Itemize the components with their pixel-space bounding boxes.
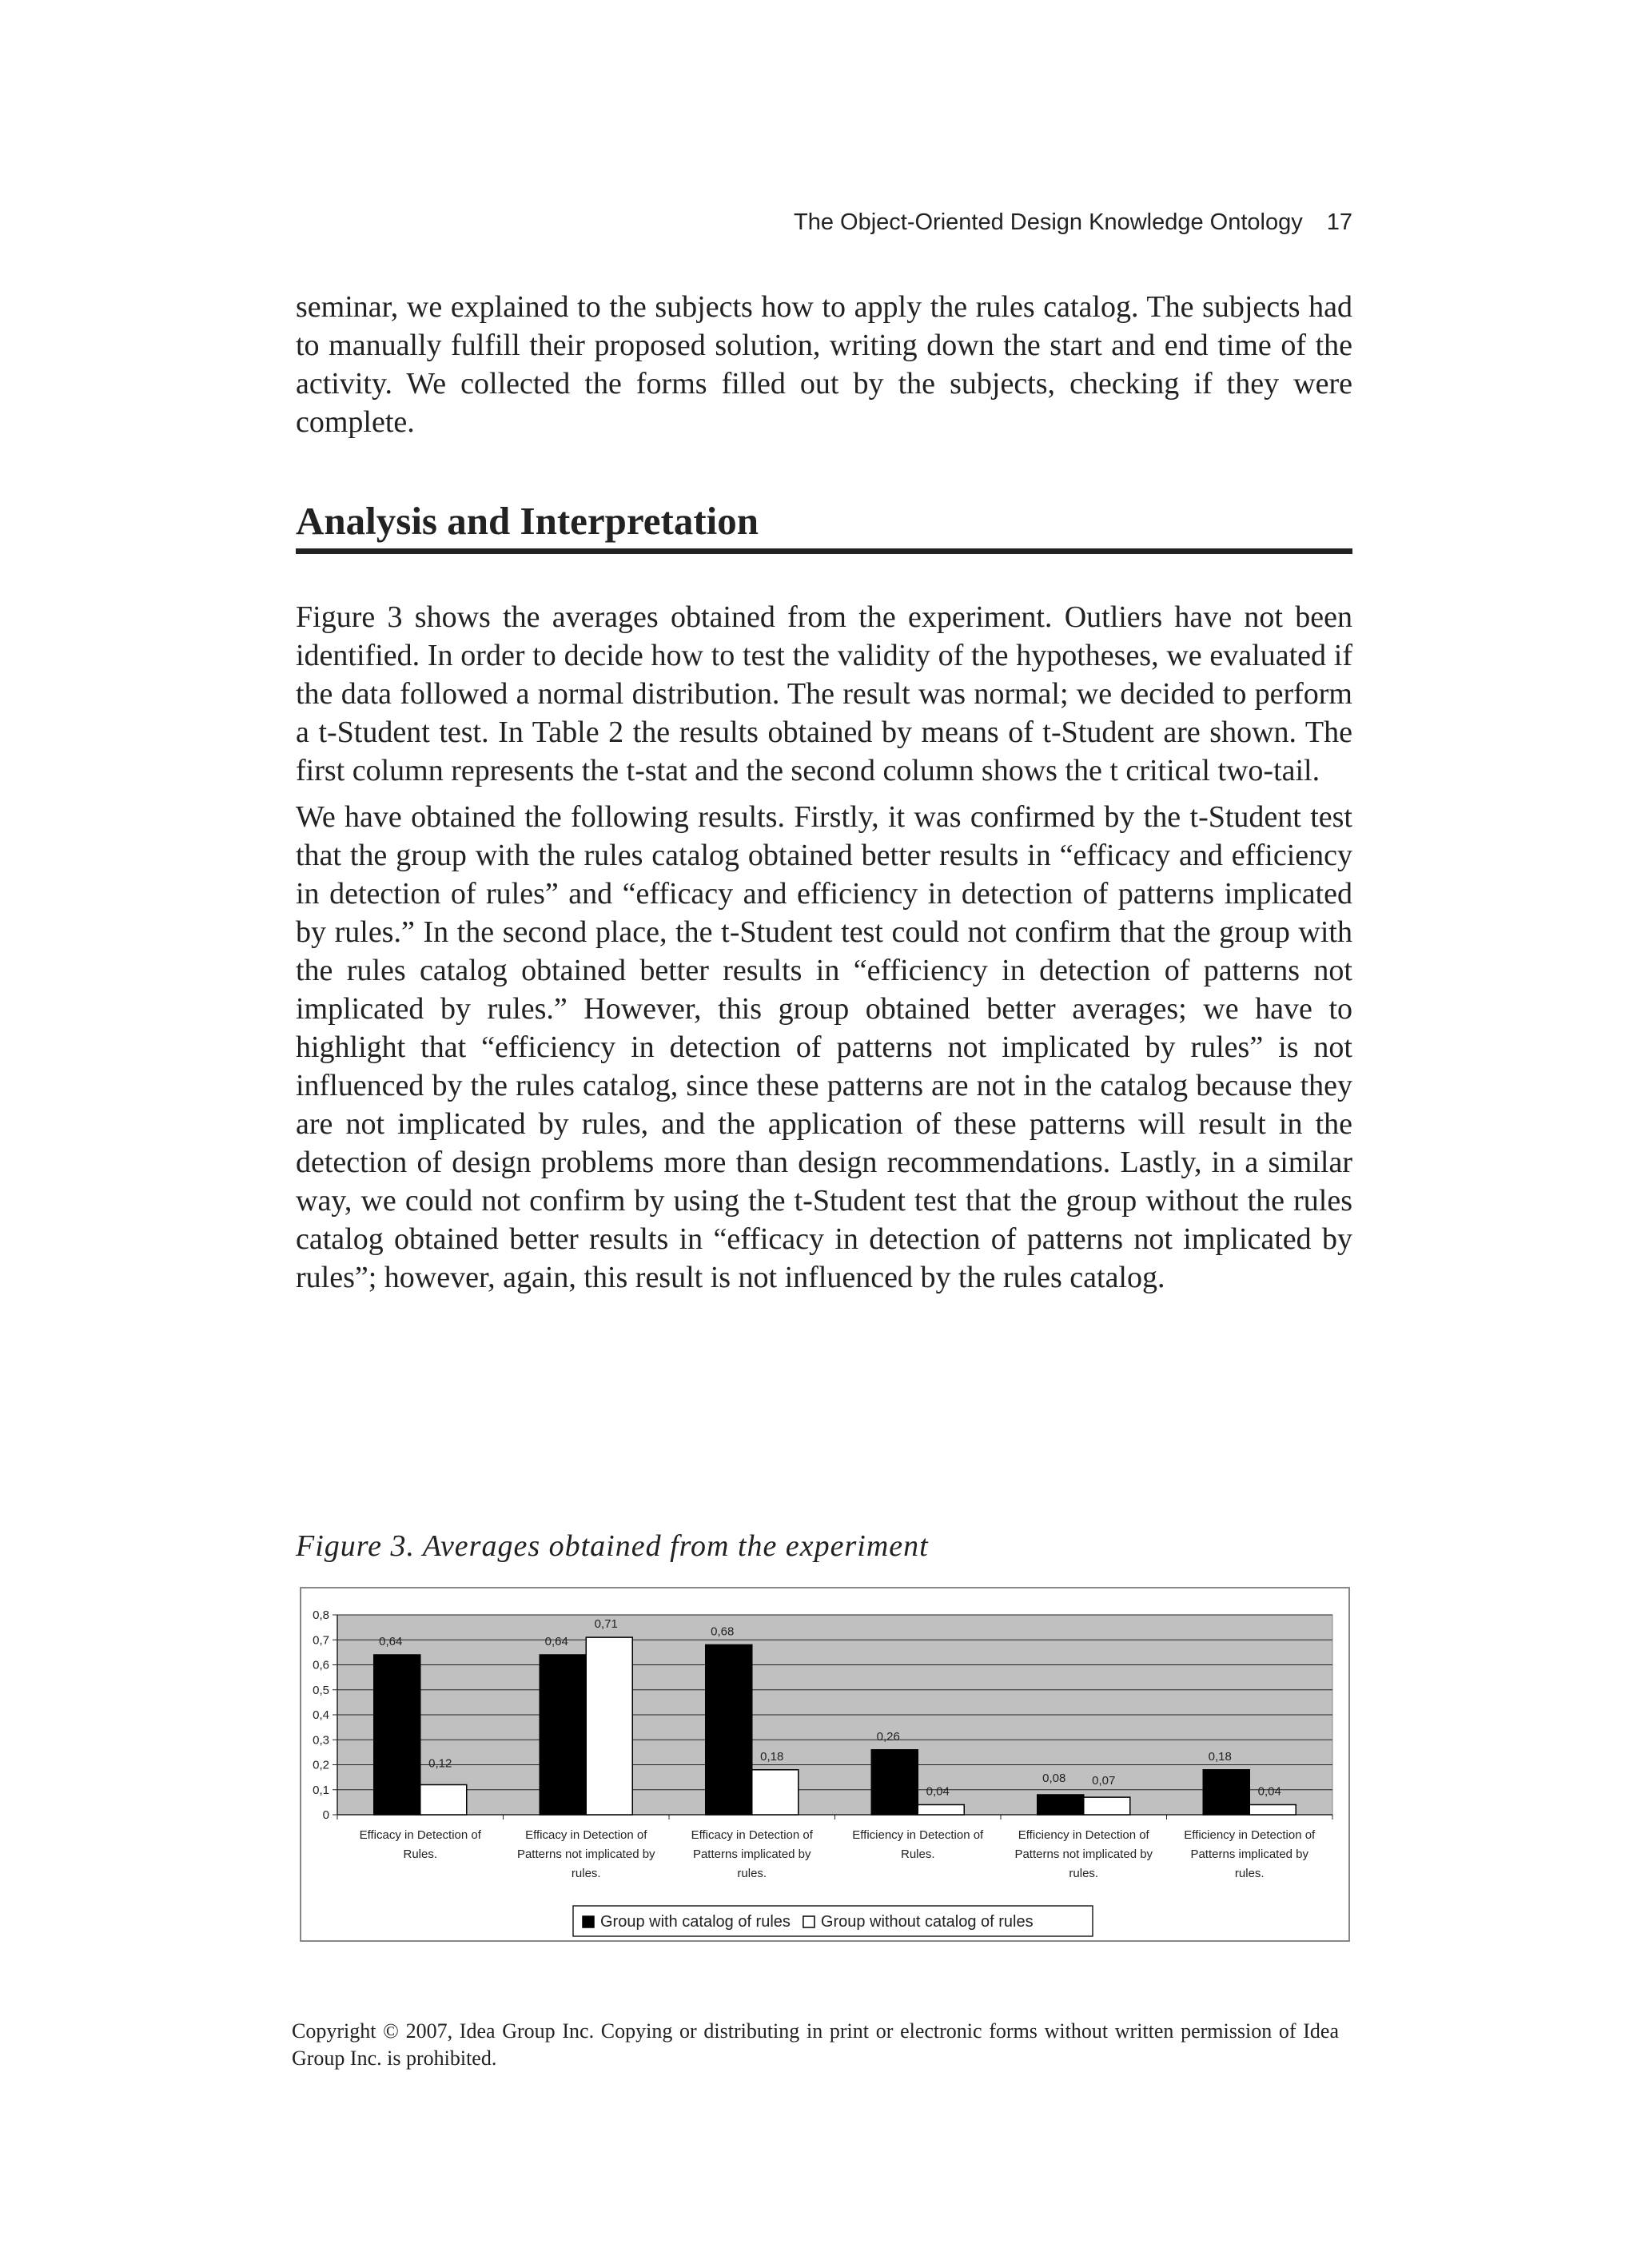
- x-tick-label: Efficiency in Detection of: [1184, 1828, 1316, 1842]
- running-head-title: The Object-Oriented Design Knowledge Ontology: [793, 209, 1303, 235]
- bar: [540, 1655, 586, 1815]
- data-label: 0,07: [1092, 1774, 1116, 1788]
- x-tick-label: Patterns not implicated by: [1014, 1847, 1153, 1861]
- bar: [752, 1770, 799, 1815]
- bar-chart: [300, 1587, 1350, 1942]
- y-tick-label: 0,4: [313, 1708, 329, 1722]
- bar: [586, 1637, 632, 1815]
- data-label: 0,12: [428, 1756, 452, 1771]
- x-tick-label: Efficacy in Detection of: [525, 1828, 647, 1842]
- section-heading: Analysis and Interpretation: [296, 497, 1352, 554]
- bar: [1084, 1797, 1130, 1815]
- copyright-notice: Copyright © 2007, Idea Group Inc. Copying or distributing in print or electronic forms without written permission of Idea Group Inc. is prohibited.: [292, 2019, 1339, 2070]
- data-label: 0,64: [379, 1635, 403, 1648]
- data-label: 0,18: [1208, 1749, 1232, 1764]
- x-tick-label: Rules.: [403, 1847, 438, 1861]
- data-label: 0,68: [711, 1624, 735, 1639]
- legend-label: Group with catalog of rules: [600, 1913, 791, 1931]
- bar: [1038, 1795, 1084, 1815]
- x-tick-label: Efficiency in Detection of: [852, 1828, 984, 1842]
- chart-svg: [301, 1588, 1348, 1940]
- legend-swatch: [583, 1916, 594, 1927]
- data-label: 0,08: [1042, 1772, 1066, 1785]
- x-tick-label: Patterns not implicated by: [516, 1847, 655, 1861]
- paragraph-3: We have obtained the following results. Firstly, it was confirmed by the t-Student test that the group with the rules catalog obtained better results in “efficacy and efficiency in detection of rules” and “efficacy and efficiency in detection of patterns implicated by rules.” In the second place, the t-Student test could not confirm that the group with the rules catalog obtained better results in “efficiency in detection of patterns not implicated by rules.” However, this group obtained better averages; we have to highlight that “efficiency in detection of patterns not implicated by rules” is not influenced by the rules catalog, since these patterns are not in the catalog because they are not implicated by rules, and the application of these patterns will result in the detection of design problems more than design recommendations. Lastly, in a similar way, we could not confirm by using the t-Student test that the group without the rules catalog obtained better results in “efficacy in detection of patterns not implicated by rules”; however, again, this result is not influenced by the rules catalog.: [296, 800, 1352, 1294]
- data-label: 0,64: [544, 1635, 568, 1648]
- paragraph-1: seminar, we explained to the subjects how to apply the rules catalog. The subjects had to manually fulfill their proposed solution, writing down the start and end time of the activity. We collected the forms filled out by the subjects, checking if they were complete.: [296, 290, 1352, 439]
- x-tick-label: Rules.: [900, 1847, 935, 1861]
- running-head: [296, 209, 1352, 245]
- y-tick-label: 0,7: [313, 1633, 329, 1648]
- bar: [706, 1645, 752, 1816]
- x-tick-label: rules.: [1069, 1867, 1099, 1880]
- y-tick-label: 0,1: [313, 1783, 329, 1797]
- x-tick-label: Efficiency in Detection of: [1018, 1828, 1149, 1842]
- y-tick-label: 0: [322, 1808, 329, 1822]
- figure-caption: Figure 3. Averages obtained from the experiment: [296, 1529, 929, 1563]
- data-label: 0,18: [760, 1749, 784, 1764]
- y-tick-label: 0,8: [313, 1608, 329, 1622]
- x-tick-label: Patterns implicated by: [1190, 1847, 1309, 1861]
- legend-label: Group without catalog of rules: [820, 1913, 1034, 1931]
- x-tick-label: rules.: [571, 1867, 601, 1880]
- data-label: 0,71: [594, 1617, 618, 1632]
- y-tick-label: 0,3: [313, 1733, 329, 1748]
- bar: [1249, 1805, 1296, 1816]
- x-tick-label: rules.: [1234, 1867, 1265, 1880]
- paragraph-2: Figure 3 shows the averages obtained from the experiment. Outliers have not been identified. In order to decide how to test the validity of the hypotheses, we evaluated if the data followed a normal distribution. The result was normal; we decided to perform a t-Student test. In Table 2 the results obtained by means of t-Student are shown. The first column represents the t-stat and the second column shows the t critical two-tail.: [296, 600, 1352, 787]
- x-tick-label: Efficacy in Detection of: [691, 1828, 813, 1842]
- y-tick-label: 0,5: [313, 1683, 329, 1697]
- y-tick-label: 0,6: [313, 1658, 329, 1672]
- x-tick-label: Efficacy in Detection of: [359, 1828, 481, 1842]
- data-label: 0,26: [876, 1729, 900, 1744]
- bar: [918, 1805, 964, 1816]
- bar: [420, 1785, 467, 1816]
- bar: [1203, 1770, 1249, 1815]
- x-tick-label: rules.: [737, 1867, 767, 1880]
- data-label: 0,04: [926, 1784, 950, 1799]
- y-tick-label: 0,2: [313, 1758, 329, 1772]
- legend-swatch: [803, 1916, 815, 1927]
- page-number: 17: [1326, 209, 1352, 235]
- x-tick-label: Patterns implicated by: [692, 1847, 811, 1861]
- paragraph-block-1: [296, 288, 1352, 449]
- bar: [871, 1750, 918, 1815]
- paragraph-block-2: [296, 598, 1352, 1305]
- data-label: 0,04: [1257, 1784, 1281, 1799]
- bar: [374, 1655, 420, 1815]
